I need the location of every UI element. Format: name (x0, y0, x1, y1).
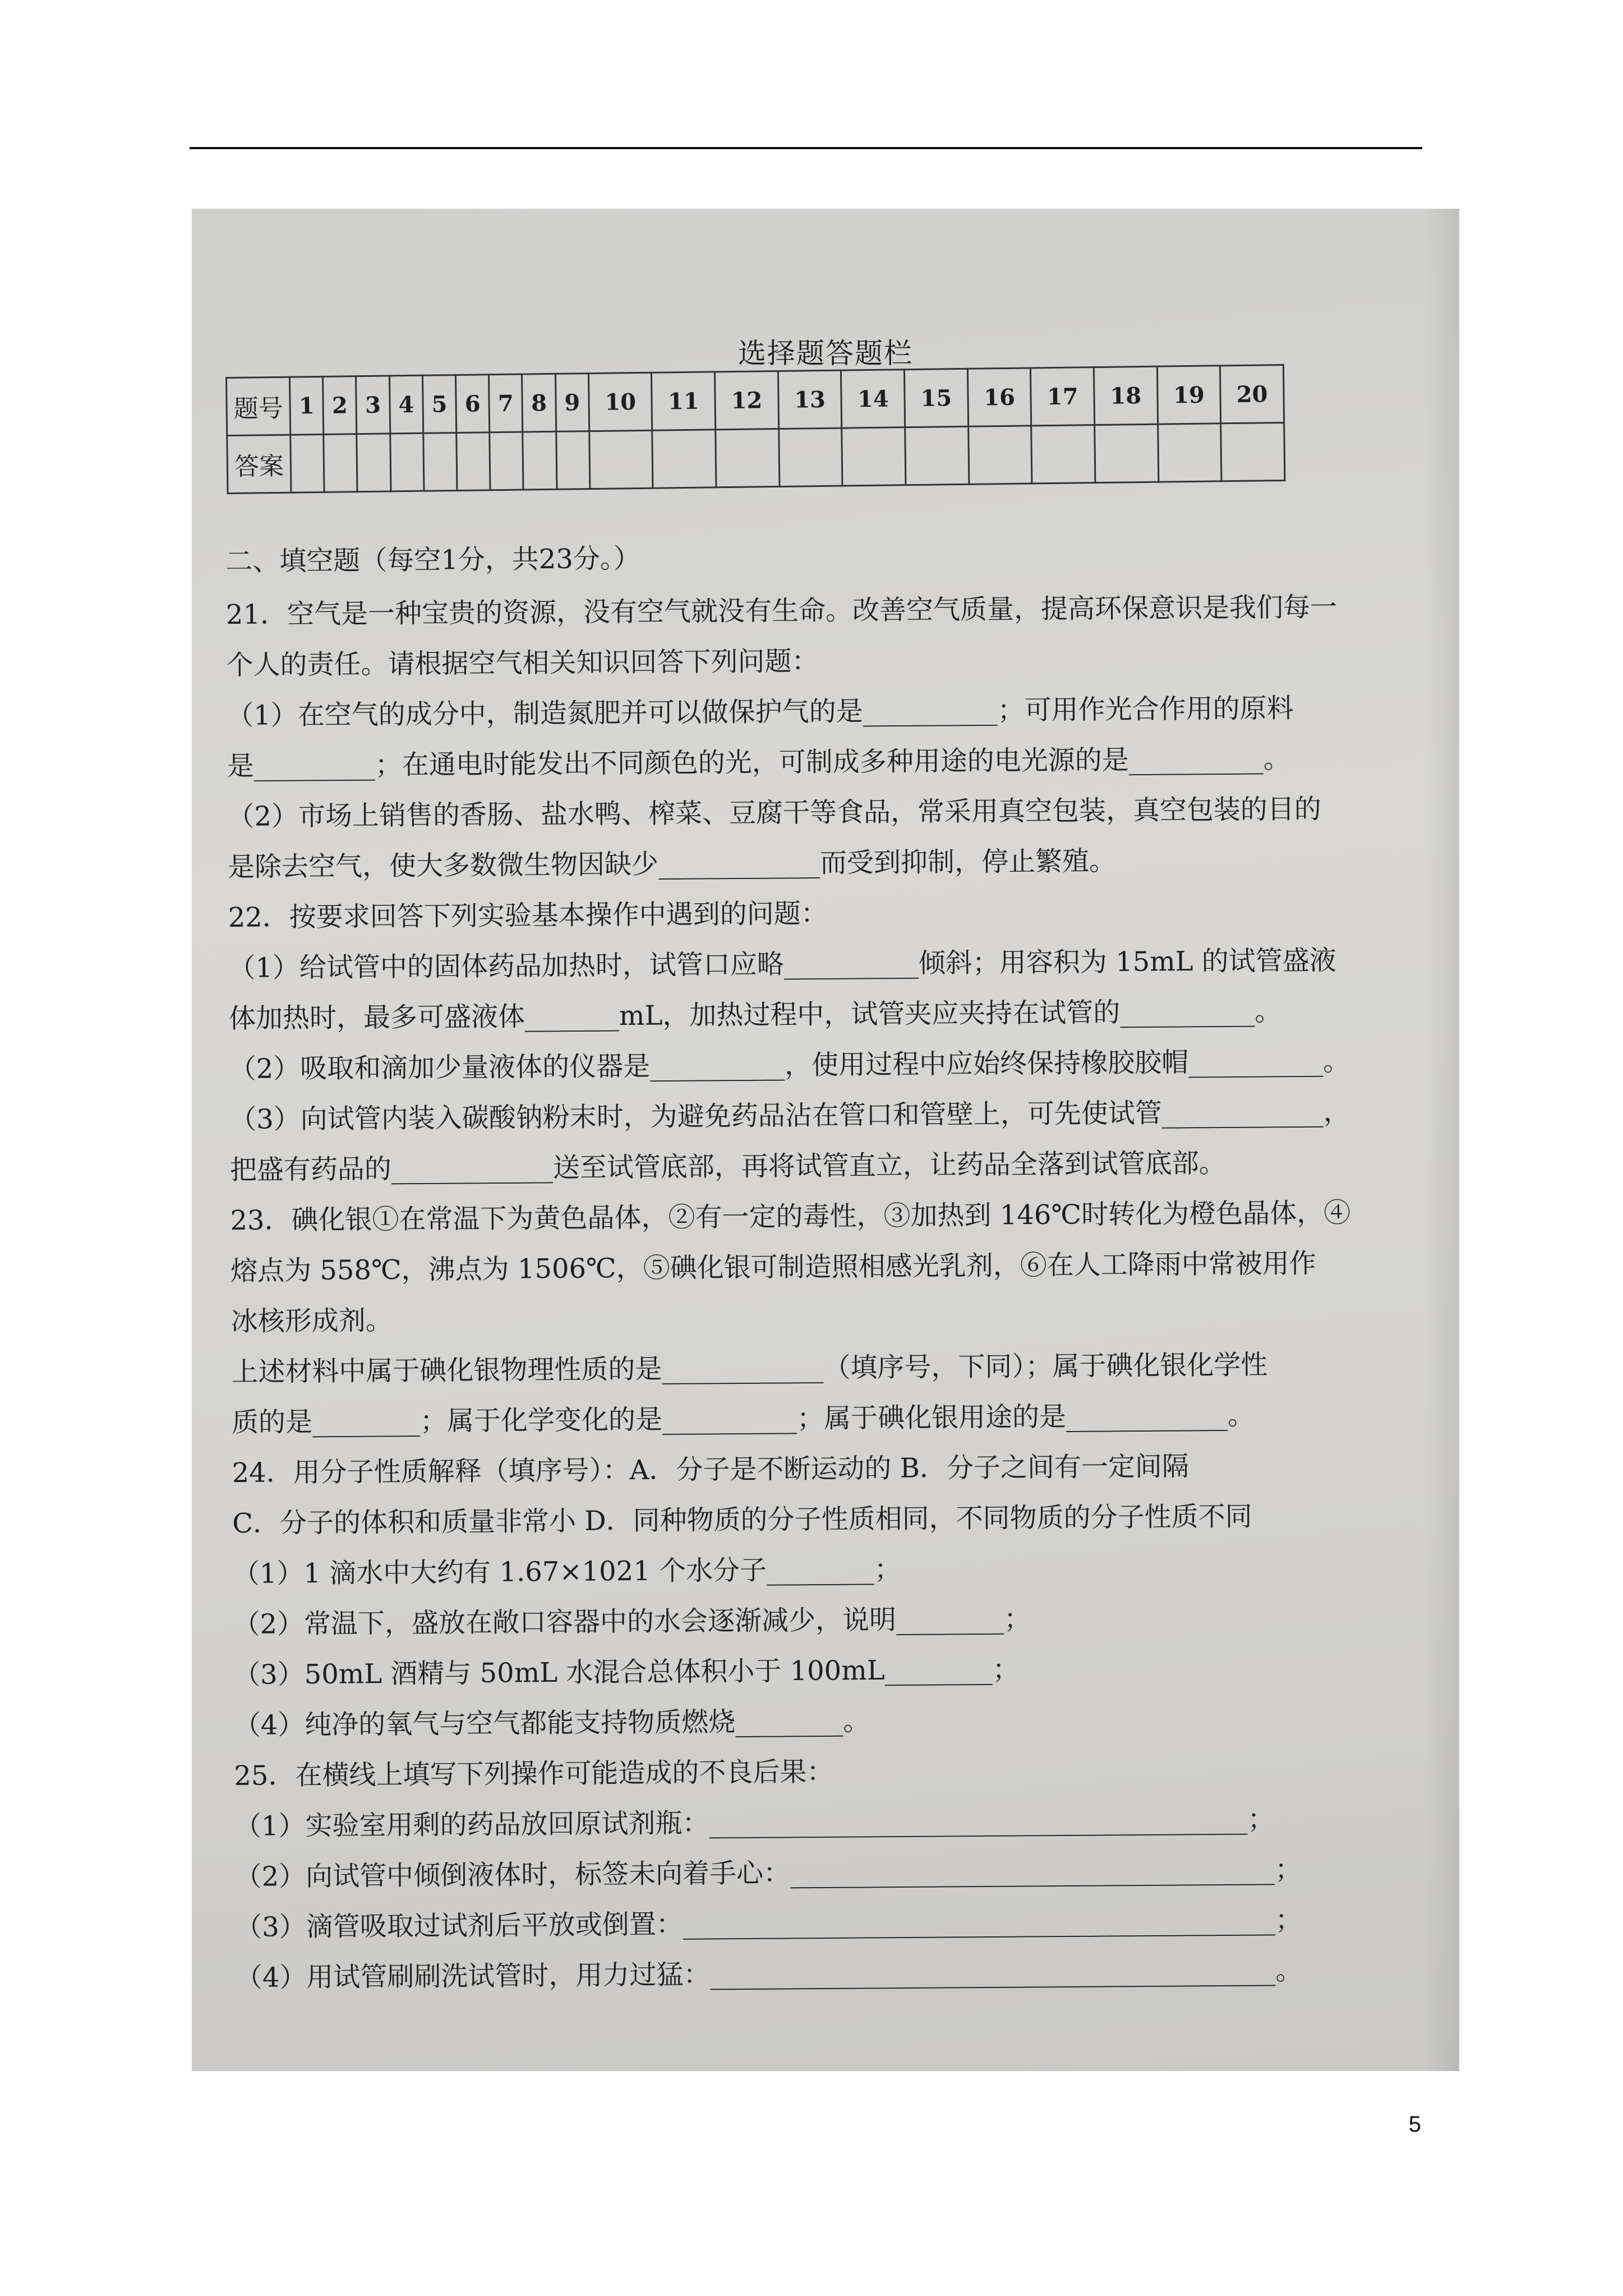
question-number-cell: 16 (967, 368, 1031, 426)
answer-table (225, 364, 1285, 494)
question-line: 质的是________；属于化学变化的是__________；属于碘化银用途的是____________。 (231, 1400, 1255, 1438)
question-line: （3）向试管内装入碳酸钠粉末时，为避免药品沾在管口和管壁上，可先使试管____________， (229, 1096, 1350, 1135)
question-number-cell: 20 (1220, 365, 1284, 423)
question-line: （4）纯净的氧气与空气都能支持物质燃烧________。 (233, 1705, 870, 1741)
question-line: （2）向试管中倾倒液体时，标签未向着手心：____________________________________； (234, 1853, 1302, 1893)
answer-cell[interactable] (905, 426, 969, 485)
question-number-cell: 10 (588, 372, 652, 431)
question-line: 21．空气是一种宝贵的资源，没有空气就没有生命。改善空气质量，提高环保意识是我们每一 (225, 591, 1338, 631)
question-line: （1）1 滴水中大约有 1.67×1021 个水分子________； (232, 1553, 902, 1590)
answer-cell[interactable] (523, 431, 556, 490)
question-line: 冰核形成剂。 (230, 1304, 393, 1337)
question-line: （2）市场上销售的香肠、盐水鸭、榨菜、豆腐干等食品，常采用真空包装，真空包装的目的 (227, 793, 1322, 832)
question-number-cell: 6 (456, 375, 490, 433)
question-number-cell: 11 (652, 372, 716, 430)
question-number-cell: 8 (522, 374, 556, 432)
question-number-cell: 19 (1157, 366, 1221, 424)
question-line: 24．用分子性质解释（填序号）：A．分子是不断运动的 B．分子之间有一定间隔 (232, 1451, 1189, 1489)
answer-cell[interactable] (490, 432, 523, 490)
question-number-cell: 7 (489, 374, 523, 432)
answer-cell[interactable] (716, 429, 780, 487)
answer-cell[interactable] (1095, 424, 1159, 482)
question-number-cell: 3 (356, 376, 390, 434)
question-line: 22．按要求回答下列实验基本操作中遇到的问题： (228, 898, 828, 933)
question-line: 上述材料中属于碘化银物理性质的是____________（填序号，下同）；属于碘化银化学性 (231, 1349, 1268, 1388)
question-line: 把盛有药品的____________送至试管底部，再将试管直立，让药品全落到试管底部。 (229, 1147, 1227, 1186)
answer-table-answer-row (227, 422, 1285, 493)
question-line: （2）常温下，盛放在敞口容器中的水会逐渐减少，说明________； (233, 1603, 1031, 1640)
question-number-cell: 15 (904, 369, 968, 427)
answer-cell[interactable] (556, 431, 589, 490)
question-number-cell: 9 (555, 374, 589, 432)
question-line: （1）实验室用剩的药品放回原试剂瓶：________________________________________； (234, 1803, 1275, 1842)
question-number-cell: 1 (290, 376, 324, 435)
answer-cell[interactable] (652, 430, 716, 488)
row-label-answer: 答案 (227, 435, 291, 493)
question-number-cell: 17 (1031, 367, 1095, 426)
question-line: （3）滴管吸取过试剂后平放或倒置：____________________________________________； (235, 1904, 1302, 1943)
question-line: （2）吸取和滴加少量液体的仪器是__________，使用过程中应始终保持橡胶胶帽__________。 (229, 1046, 1350, 1085)
answer-cell[interactable] (589, 430, 653, 489)
question-line: 25．在横线上填写下列操作可能造成的不良后果： (234, 1756, 834, 1792)
answer-cell[interactable] (423, 432, 457, 491)
answer-cell[interactable] (1158, 424, 1221, 482)
answer-table-title: 选择题答题栏 (738, 337, 913, 370)
answer-cell[interactable] (291, 434, 324, 493)
answer-cell[interactable] (842, 427, 906, 486)
answer-cell[interactable] (778, 428, 842, 486)
question-line: （1）在空气的成分中，制造氮肥并可以做保护气的是__________；可用作光合作用的原料 (226, 692, 1294, 731)
question-line: 个人的责任。请根据空气相关知识回答下列问题： (226, 645, 819, 681)
question-number-cell: 18 (1094, 366, 1158, 425)
fill-in-section (225, 531, 1414, 1994)
question-line: 熔点为 558℃，沸点为 1506℃，⑤碘化银可制造照相感光乳剂，⑥在人工降雨中常被用作 (230, 1248, 1316, 1287)
answer-cell[interactable] (968, 426, 1032, 484)
answer-cell[interactable] (324, 434, 357, 493)
question-number-cell: 12 (715, 371, 779, 429)
question-number-cell: 5 (422, 375, 456, 433)
section-heading: 二、填空题（每空1分，共23分。） (225, 542, 641, 577)
question-line: C．分子的体积和质量非常小 D．同种物质的分子性质相同，不同物质的分子性质不同 (232, 1501, 1252, 1539)
page-number: 5 (1408, 2112, 1421, 2137)
question-line: 23．碘化银①在常温下为黄色晶体，②有一定的毒性，③加热到 146℃时转化为橙色晶体，④ (230, 1197, 1351, 1236)
question-number-cell: 2 (323, 376, 357, 435)
question-line: 是_________；在通电时能发出不同颜色的光，可制成多种用途的电光源的是__________。 (227, 743, 1290, 782)
header-rule (190, 147, 1422, 149)
question-number-cell: 13 (778, 370, 842, 429)
answer-cell[interactable] (390, 433, 423, 491)
answer-cell[interactable] (457, 432, 490, 491)
question-line: （3）50mL 酒精与 50mL 水混合总体积小于 100mL________； (233, 1654, 1020, 1691)
scanned-exam-photo (192, 209, 1459, 2071)
question-line: 是除去空气，使大多数微生物因缺少____________而受到抑制，停止繁殖。 (227, 845, 1117, 883)
answer-cell[interactable] (1221, 422, 1285, 481)
question-line: （1）给试管中的固体药品加热时，试管口应略__________倾斜；用容积为 15mL 的试管盛液 (228, 945, 1337, 984)
answer-cell[interactable] (357, 434, 390, 492)
question-number-cell: 4 (389, 375, 423, 434)
photo-edge-shadow (1426, 209, 1459, 2071)
answer-cell[interactable] (1031, 425, 1095, 484)
question-line: 体加热时，最多可盛液体_______mL，加热过程中，试管夹应夹持在试管的__________。 (228, 995, 1282, 1034)
question-number-cell: 14 (841, 370, 905, 428)
row-label-number: 题号 (227, 377, 291, 435)
question-line: （4）用试管刷刷洗试管时，用力过猛：__________________________________________。 (235, 1954, 1303, 1994)
